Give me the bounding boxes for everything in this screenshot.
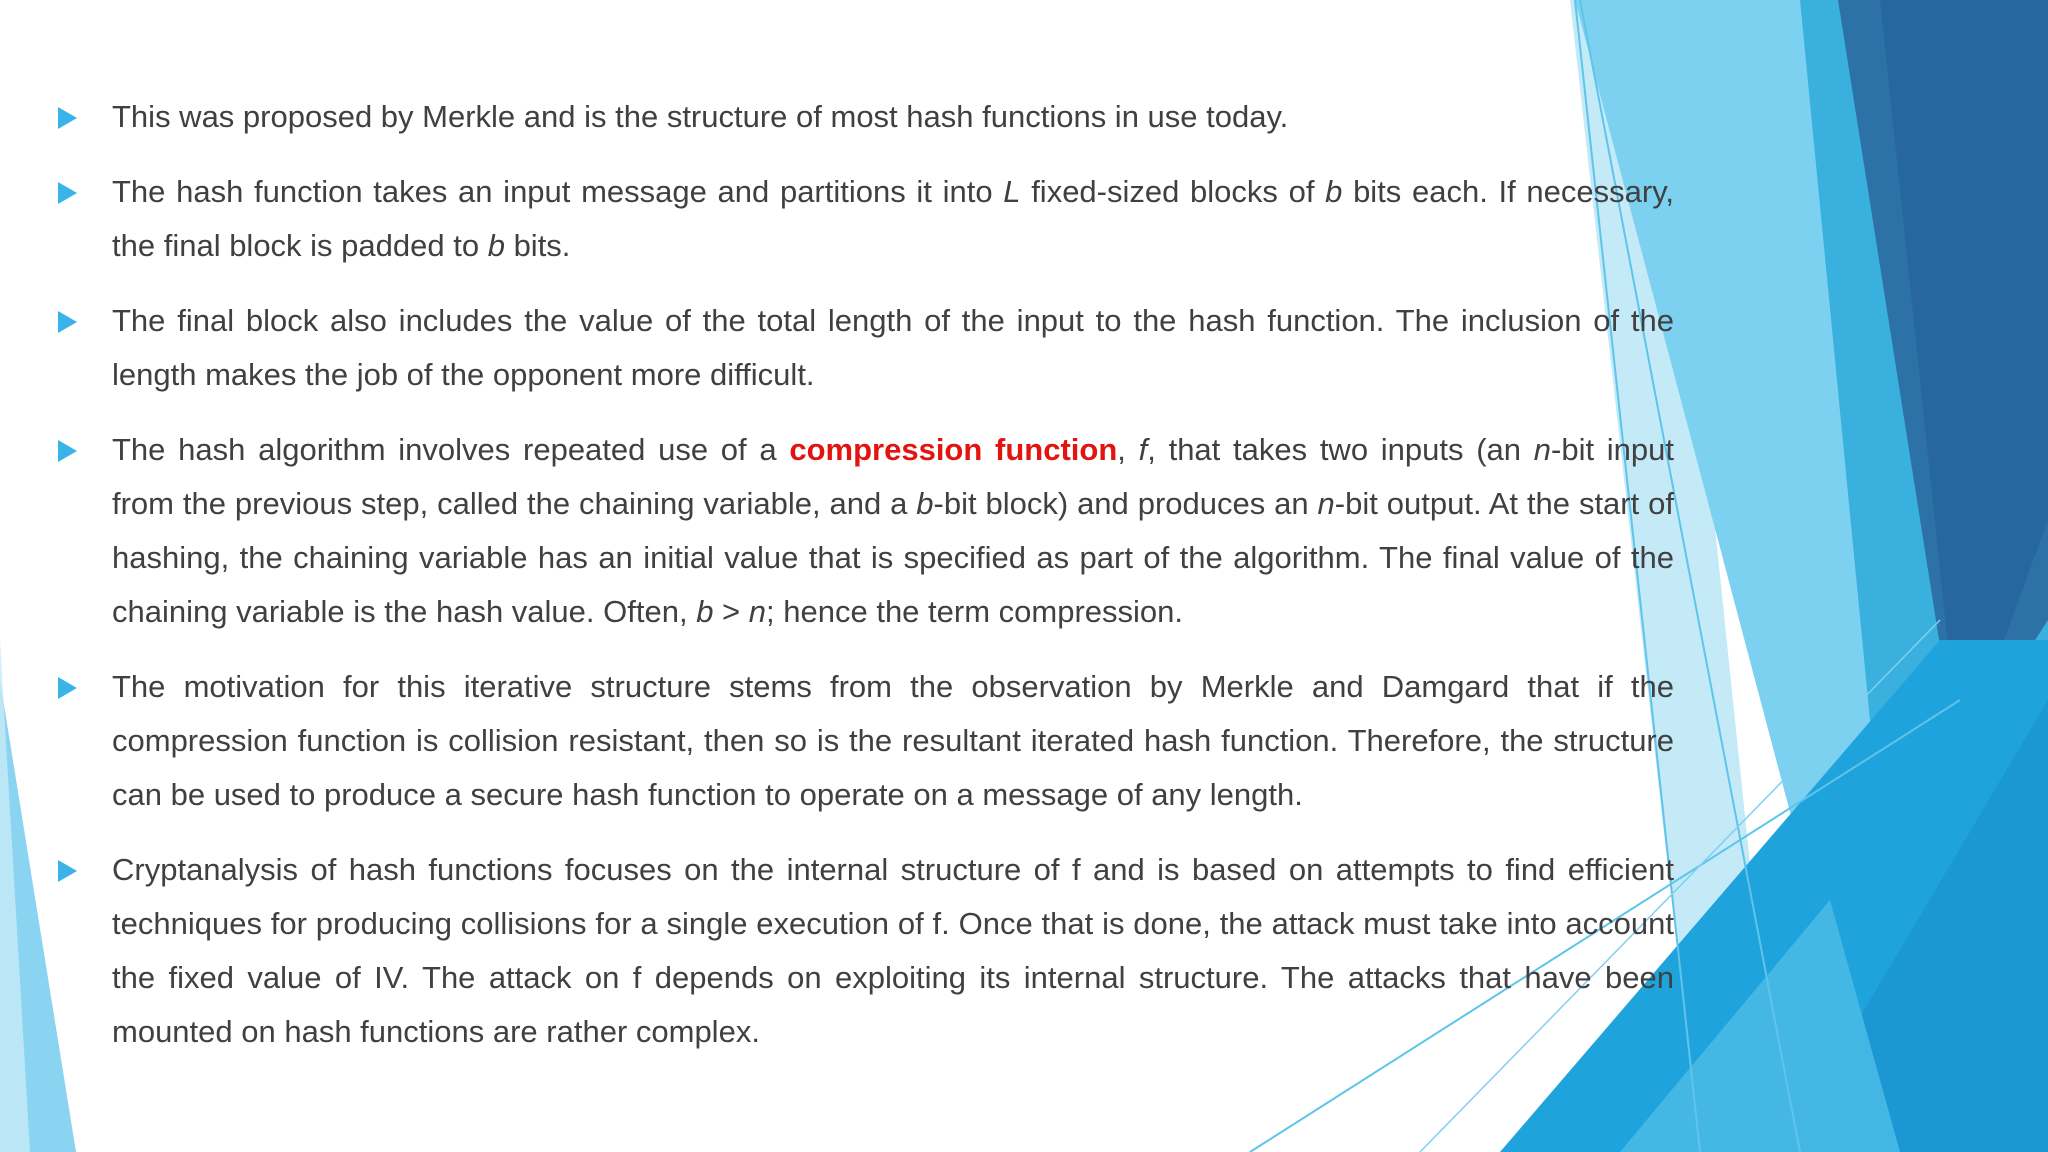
triangle-right-icon bbox=[58, 677, 77, 699]
triangle-right-icon bbox=[58, 860, 77, 882]
bullet-item-cryptanalysis bbox=[56, 843, 1674, 1059]
bullet-item-partition bbox=[56, 165, 1674, 273]
bullet-text: The motivation for this iterative structure stems from the observation by Merkle and Damgard that if the compression function is collision resistant, then so is the resultant iterated hash function. Therefore, the structure can be used to produce a secure hash function to operate on a message of any length. bbox=[112, 669, 1674, 812]
bullet-text: The hash function takes an input message and partitions it into L fixed-sized blocks of b bits each. If necessary, the final block is padded to b bits. bbox=[112, 174, 1675, 263]
bullet-list bbox=[56, 90, 1674, 1080]
highlight-term: compression function bbox=[789, 432, 1118, 467]
bullet-item-length bbox=[56, 294, 1674, 402]
bullet-item-proposal bbox=[56, 90, 1674, 144]
bullet-text: The final block also includes the value of the total length of the input to the hash function. The inclusion of the length makes the job of the opponent more difficult. bbox=[112, 303, 1674, 392]
bullet-item-motivation bbox=[56, 660, 1674, 822]
bullet-item-compression bbox=[56, 423, 1674, 639]
triangle-right-icon bbox=[58, 107, 77, 129]
bullet-text: Cryptanalysis of hash functions focuses on the internal structure of f and is based on attempts to find efficient techniques for producing collisions for a single execution of f. Once that is done, the attack must take into account the fixed value of IV. The attack on f depends on exploiting its internal structure. The attacks that have been mounted on hash functions are rather complex. bbox=[112, 852, 1674, 1049]
triangle-right-icon bbox=[58, 311, 77, 333]
triangle-right-icon bbox=[58, 440, 77, 462]
triangle-right-icon bbox=[58, 182, 77, 204]
bullet-text: The hash algorithm involves repeated use of a compression function, f, that takes two inputs (an n-bit input from the previous step, called the chaining variable, and a b-bit block) and produces an n-bit output. At the start of hashing, the chaining variable has an initial value that is specified as part of the algorithm. The final value of the chaining variable is the hash value. Often, b > n; hence the term compression. bbox=[112, 432, 1675, 629]
bullet-text: This was proposed by Merkle and is the structure of most hash functions in use today. bbox=[112, 99, 1289, 134]
